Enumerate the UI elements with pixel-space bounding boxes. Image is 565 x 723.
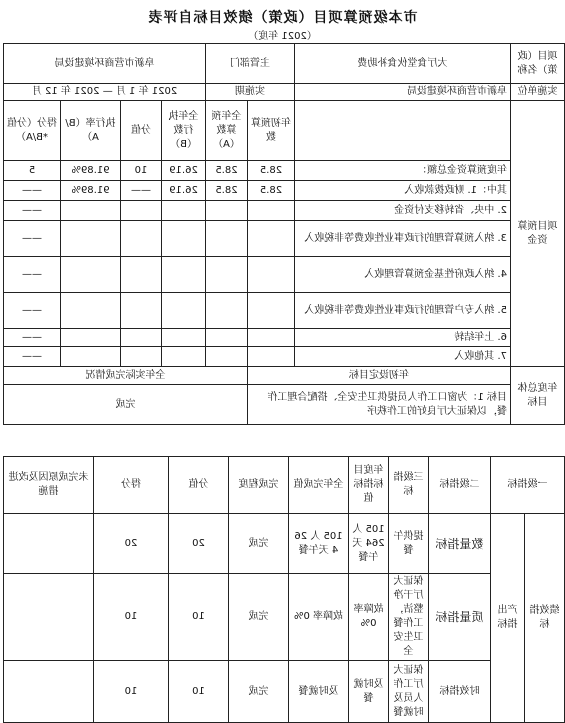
budget-executed: 26.19 <box>162 161 206 181</box>
perf-done: 完成 <box>229 661 289 723</box>
perf-header-target: 年度目标指标值 <box>349 457 389 514</box>
page-year: （2021 年度） <box>248 31 317 42</box>
perf-target: 105 人 264 天午餐 <box>349 514 389 574</box>
perf-lvl3: 保证大厅干净整洁，工作餐卫生安全 <box>389 574 429 661</box>
budget-points: —— <box>4 181 61 201</box>
budget-row-label: 4. 纳入政府性基金预算管理收入 <box>295 257 511 293</box>
perf-actual: 及时就餐 <box>289 661 349 723</box>
budget-points: —— <box>4 201 61 221</box>
budget-points: —— <box>4 257 61 293</box>
perf-target: 故障率 0% <box>349 574 389 661</box>
project-name-value: 大厅食堂伙食补助费 <box>295 44 511 84</box>
perf-lvl2: 时效指标 <box>429 661 491 723</box>
goals-group-label: 年度总体目标 <box>511 367 565 425</box>
perf-reason <box>4 514 94 574</box>
perf-actual: 105 人 264 天午餐 <box>289 514 349 574</box>
perf-score: 10 <box>169 661 229 723</box>
budget-group-label: 项目预算资金 <box>511 101 565 367</box>
perf-actual: 故障率 0% <box>289 574 349 661</box>
goals-target-text: 目标 1：为窗口工作人员提供卫生安全、搭配合理工作餐，以保证大厅良好的工作秩序 <box>248 385 511 425</box>
budget-row-label: 3. 纳入预算管理的行政事业性收费等非税收入 <box>295 221 511 257</box>
budget-full-year: 28.5 <box>206 161 248 181</box>
impl-period-label: 实施期 <box>206 84 295 101</box>
impl-unit-label: 实施单位 <box>511 84 565 101</box>
page-title: 市本级预算项目（政策）绩效目标自评表 <box>147 10 418 26</box>
budget-points: —— <box>4 293 61 329</box>
perf-header-reason: 未完成原因及改进措施 <box>4 457 94 514</box>
budget-row-label: 其中：1. 财政拨款收入 <box>295 181 511 201</box>
budget-full-year: 28.5 <box>206 181 248 201</box>
perf-header-lvl1: 一级指标 <box>491 457 565 514</box>
budget-points: —— <box>4 221 61 257</box>
perf-score: 10 <box>169 574 229 661</box>
budget-points: —— <box>4 329 61 347</box>
budget-initial: 28.5 <box>248 181 295 201</box>
budget-rate: 91.89% <box>61 181 121 201</box>
budget-executed: 26.19 <box>162 181 206 201</box>
perf-done: 完成 <box>229 574 289 661</box>
header-score: 分值 <box>121 101 162 161</box>
perf-header-actual: 全年完成值 <box>289 457 349 514</box>
perf-lvl3: 保证大厅工作人员及时就餐 <box>389 661 429 723</box>
perf-points: 20 <box>94 514 169 574</box>
perf-target: 及时就餐 <box>349 661 389 723</box>
goals-header-done: 全年实际完成情况 <box>4 367 248 385</box>
budget-row-label: 2. 中央、省转移支付资金 <box>295 201 511 221</box>
impl-unit-value: 阜新市营商环境建设局 <box>295 84 511 101</box>
perf-reason <box>4 574 94 661</box>
dept-value: 阜新市营商环境建设局 <box>4 44 206 84</box>
perf-col1-label: 绩效指标 <box>525 514 565 723</box>
goals-done-text: 完成 <box>4 385 248 425</box>
header-executed: 全年执行数（B） <box>162 101 206 161</box>
header-rate: 执行率（B/A） <box>61 101 121 161</box>
budget-row-label: 5. 纳入专户管理的行政事业性收费等非税收入 <box>295 293 511 329</box>
goals-header-set: 年初设定目标 <box>248 367 511 385</box>
impl-period-value: 2021 年 1 月 — 2021 年 12 月 <box>4 84 206 101</box>
budget-row-label: 年度预算资金总额： <box>295 161 511 181</box>
budget-points: —— <box>4 347 61 367</box>
budget-rate: 91.89% <box>61 161 121 181</box>
budget-initial: 28.5 <box>248 161 295 181</box>
header-full-year: 全年预算数（A） <box>206 101 248 161</box>
budget-score: 10 <box>121 161 162 181</box>
perf-score: 20 <box>169 514 229 574</box>
perf-reason <box>4 661 94 723</box>
perf-output-label: 产出指标 <box>491 514 525 723</box>
budget-table <box>3 43 565 425</box>
project-name-label: 项目（政策）名称 <box>511 44 565 84</box>
performance-table <box>3 456 565 723</box>
perf-lvl3: 提供午餐 <box>389 514 429 574</box>
budget-points: 5 <box>4 161 61 181</box>
perf-lvl2: 质量指标 <box>429 574 491 661</box>
perf-header-lvl3: 三级指标 <box>389 457 429 514</box>
dept-label: 主管部门 <box>206 44 295 84</box>
perf-header-points: 得分 <box>94 457 169 514</box>
perf-done: 完成 <box>229 514 289 574</box>
budget-row-label: 6. 上年结转 <box>295 329 511 347</box>
perf-header-done-level: 完成程度 <box>229 457 289 514</box>
budget-row-label: 7. 其他收入 <box>295 347 511 367</box>
perf-points: 10 <box>94 574 169 661</box>
perf-points: 10 <box>94 661 169 723</box>
perf-header-score: 分值 <box>169 457 229 514</box>
header-initial: 年初预算数 <box>248 101 295 161</box>
perf-header-lvl2: 二级指标 <box>429 457 491 514</box>
perf-lvl2: 数量指标 <box>429 514 491 574</box>
header-points: 得分（分值*B/A） <box>4 101 61 161</box>
budget-score: —— <box>121 181 162 201</box>
